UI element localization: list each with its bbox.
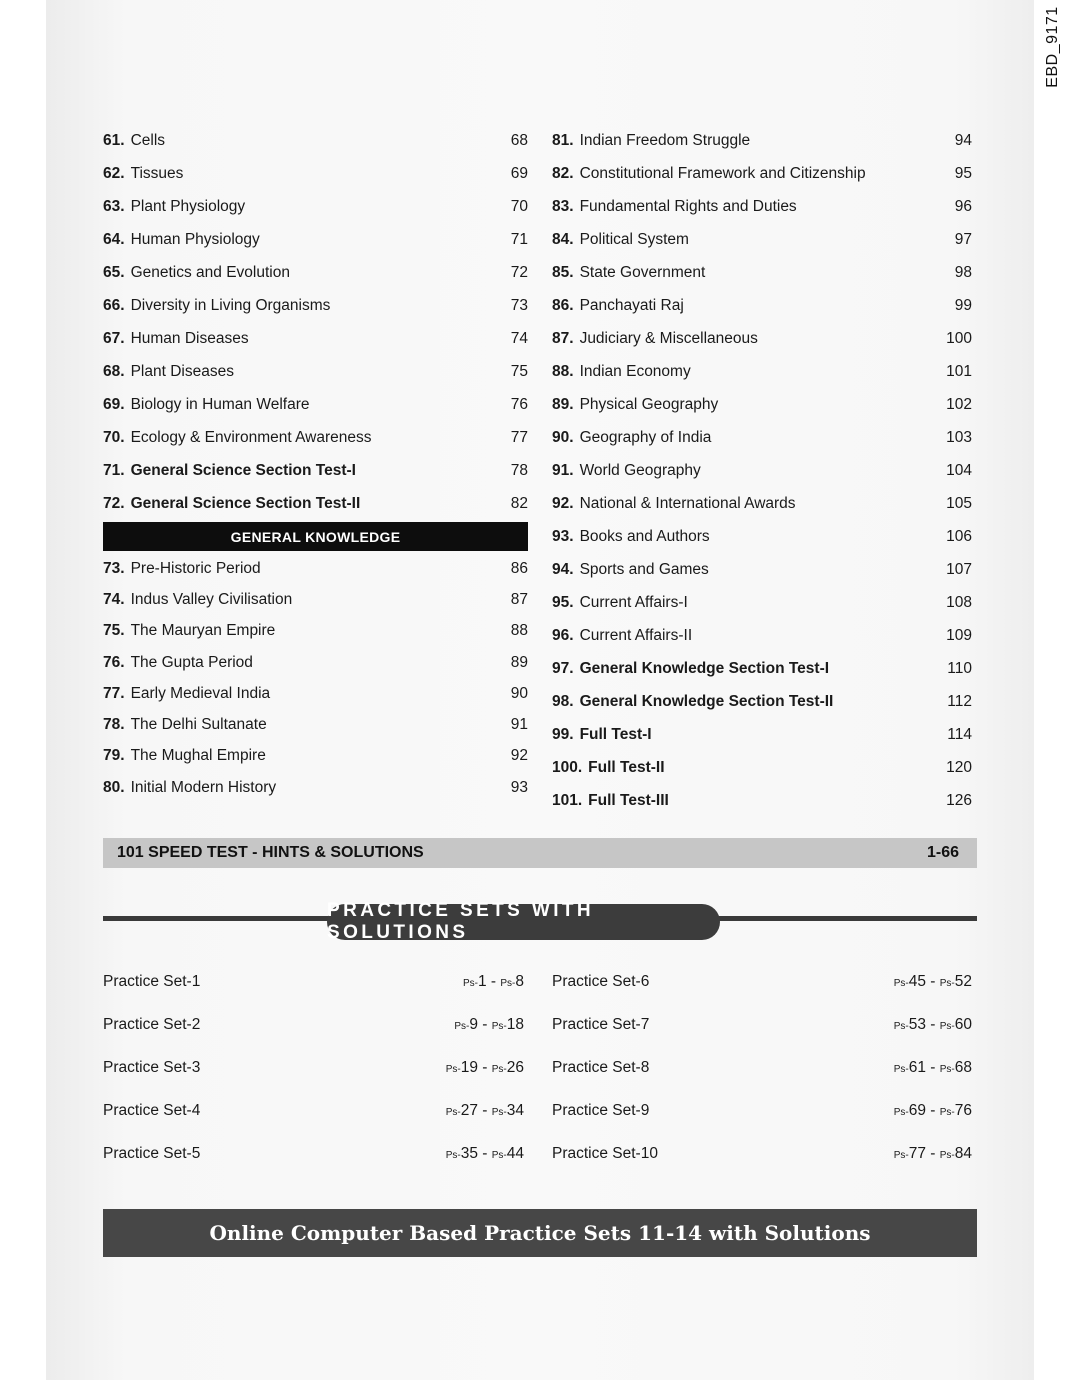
toc-entry-page: 110 [947, 659, 972, 677]
toc-entry-number: 101. [552, 791, 583, 809]
toc-entry-page: 103 [946, 428, 972, 446]
page-prefix: Ps- [491, 1020, 507, 1032]
toc-entry-title: Panchayati Raj [579, 296, 684, 314]
range-separator: - [477, 1144, 492, 1162]
page-prefix: Ps- [939, 1106, 955, 1118]
toc-entry[interactable] [552, 355, 972, 388]
page-prefix: Ps- [445, 1063, 461, 1075]
general-knowledge-header: GENERAL KNOWLEDGE [103, 522, 528, 551]
toc-entry-title: Full Test-I [579, 725, 652, 743]
toc-entry-number: 61. [103, 131, 125, 149]
page-prefix: Ps- [893, 1106, 909, 1118]
practice-set-page-range [894, 973, 972, 991]
toc-entry-number: 65. [103, 263, 125, 281]
toc-entry-page: 68 [510, 131, 528, 149]
toc-entry-number: 64. [103, 230, 125, 248]
toc-entry[interactable] [103, 772, 528, 803]
toc-entry-page: 92 [510, 747, 528, 765]
toc-entry-title: Political System [579, 230, 689, 248]
toc-entry-number: 98. [552, 692, 574, 710]
practice-set-name: Practice Set-4 [103, 1101, 201, 1119]
toc-entry-title: Ecology & Environment Awareness [130, 428, 372, 446]
toc-entry[interactable] [103, 157, 528, 190]
toc-entry-number: 62. [103, 164, 125, 182]
page-prefix: Ps- [500, 977, 516, 989]
page-start: 61 [908, 1058, 926, 1076]
practice-set-page-range [894, 1145, 972, 1163]
hints-solutions-bar[interactable] [103, 838, 977, 868]
toc-entry[interactable] [552, 322, 972, 355]
toc-entry-page: 71 [510, 230, 528, 248]
page-prefix: Ps- [939, 1063, 955, 1075]
range-separator: - [925, 1058, 940, 1076]
toc-entry-number: 100. [552, 758, 583, 776]
toc-entry-title: Cells [130, 131, 166, 149]
page-end: 26 [506, 1058, 524, 1076]
practice-right-list [552, 960, 972, 1175]
practice-set-name: Practice Set-5 [103, 1144, 201, 1162]
toc-entry-number: 92. [552, 494, 574, 512]
toc-entry-page: 101 [946, 362, 972, 380]
toc-entry-number: 68. [103, 362, 125, 380]
practice-set-name: Practice Set-2 [103, 1015, 201, 1033]
toc-entry-page: 91 [510, 716, 528, 734]
page-start: 77 [908, 1144, 926, 1162]
toc-entry-title: Full Test-II [588, 758, 665, 776]
toc-entry[interactable] [552, 718, 972, 751]
toc-entry-title: Indian Economy [579, 362, 691, 380]
page-start: 27 [460, 1101, 478, 1119]
toc-entry-number: 85. [552, 263, 574, 281]
range-separator: - [477, 1058, 492, 1076]
toc-right-column [552, 124, 972, 817]
page-end: 18 [506, 1015, 524, 1033]
page-end: 60 [954, 1015, 972, 1033]
toc-entry-title: General Science Section Test-I [130, 461, 356, 479]
range-separator: - [486, 972, 501, 990]
toc-entry-page: 88 [510, 622, 528, 640]
toc-entry-number: 88. [552, 362, 574, 380]
toc-entry-title: Judiciary & Miscellaneous [579, 329, 758, 347]
toc-entry-page: 108 [946, 593, 972, 611]
toc-left-column [103, 124, 528, 803]
toc-entry-page: 78 [510, 461, 528, 479]
toc-entry-number: 71. [103, 461, 125, 479]
toc-entry-number: 81. [552, 131, 574, 149]
toc-entry-number: 93. [552, 527, 574, 545]
page-prefix: Ps- [462, 977, 478, 989]
toc-entry-number: 84. [552, 230, 574, 248]
page-start: 35 [460, 1144, 478, 1162]
toc-entry-page: 102 [946, 395, 972, 413]
toc-entry-number: 95. [552, 593, 574, 611]
page-end: 84 [954, 1144, 972, 1162]
toc-entry-number: 96. [552, 626, 574, 644]
practice-set-entry[interactable] [103, 1089, 524, 1132]
toc-entry-page: 93 [510, 778, 528, 796]
toc-entry[interactable] [552, 751, 972, 784]
toc-left-list [103, 124, 528, 520]
practice-set-entry[interactable] [103, 1046, 524, 1089]
toc-entry[interactable] [103, 487, 528, 520]
toc-entry-title: Plant Physiology [130, 197, 246, 215]
toc-entry[interactable] [103, 709, 528, 740]
page-end: 68 [954, 1058, 972, 1076]
practice-set-name: Practice Set-9 [552, 1101, 650, 1119]
toc-entry-page: 100 [946, 329, 972, 347]
toc-entry-number: 94. [552, 560, 574, 578]
online-practice-banner[interactable]: Online Computer Based Practice Sets 11-14 with Solutions [103, 1209, 977, 1257]
practice-set-name: Practice Set-3 [103, 1058, 201, 1076]
page-end: 8 [515, 972, 524, 990]
toc-entry-title: Current Affairs-I [579, 593, 688, 611]
toc-entry-number: 67. [103, 329, 125, 347]
toc-entry-number: 82. [552, 164, 574, 182]
toc-entry-number: 63. [103, 197, 125, 215]
practice-set-entry[interactable] [103, 1132, 524, 1175]
toc-entry-number: 69. [103, 395, 125, 413]
toc-entry-title: Genetics and Evolution [130, 263, 290, 281]
toc-entry-title: Diversity in Living Organisms [130, 296, 331, 314]
page-prefix: Ps- [454, 1020, 470, 1032]
toc-entry-page: 72 [510, 263, 528, 281]
page-prefix: Ps- [893, 1020, 909, 1032]
toc-entry-page: 107 [946, 560, 972, 578]
toc-entry-title: General Science Section Test-II [130, 494, 361, 512]
document-code [1026, 5, 1080, 89]
practice-set-name: Practice Set-1 [103, 972, 201, 990]
toc-entry-number: 90. [552, 428, 574, 446]
toc-entry-title: The Mauryan Empire [130, 622, 276, 640]
toc-entry-page: 106 [946, 527, 972, 545]
range-separator: - [925, 1144, 940, 1162]
page-start: 9 [469, 1015, 478, 1033]
toc-entry-number: 80. [103, 778, 125, 796]
toc-entry-number: 66. [103, 296, 125, 314]
toc-entry-title: Indian Freedom Struggle [579, 131, 751, 149]
toc-entry[interactable] [552, 784, 972, 817]
practice-set-entry[interactable] [103, 1003, 524, 1046]
practice-set-page-range [446, 1145, 524, 1163]
toc-entry-number: 73. [103, 559, 125, 577]
toc-entry-number: 78. [103, 716, 125, 734]
toc-entry[interactable] [552, 586, 972, 619]
practice-set-name: Practice Set-6 [552, 972, 650, 990]
practice-set-entry[interactable] [103, 960, 524, 1003]
toc-entry-number: 70. [103, 428, 125, 446]
toc-entry-page: 86 [510, 559, 528, 577]
practice-sets-header: PRACTICE SETS WITH SOLUTIONS [327, 904, 720, 940]
toc-entry[interactable] [103, 584, 528, 615]
page-prefix: Ps- [939, 1020, 955, 1032]
practice-set-page-range [894, 1102, 972, 1120]
toc-left-gk-list [103, 553, 528, 803]
page-end: 44 [506, 1144, 524, 1162]
toc-entry-title: The Delhi Sultanate [130, 716, 267, 734]
toc-entry-page: 97 [954, 230, 972, 248]
toc-entry-page: 74 [510, 329, 528, 347]
toc-entry-number: 76. [103, 653, 125, 671]
toc-entry[interactable] [552, 553, 972, 586]
document-code-text: EBD_9171 [1044, 6, 1061, 88]
toc-entry-number: 79. [103, 747, 125, 765]
toc-entry-title: Physical Geography [579, 395, 719, 413]
toc-entry-number: 91. [552, 461, 574, 479]
toc-entry-title: General Knowledge Section Test-II [579, 692, 834, 710]
toc-entry[interactable] [103, 388, 528, 421]
toc-entry-title: General Knowledge Section Test-I [579, 659, 830, 677]
toc-entry-number: 97. [552, 659, 574, 677]
toc-entry[interactable] [103, 553, 528, 584]
toc-entry[interactable] [552, 388, 972, 421]
range-separator: - [925, 1015, 940, 1033]
toc-entry-number: 87. [552, 329, 574, 347]
toc-entry-number: 75. [103, 622, 125, 640]
practice-set-page-range [463, 973, 524, 991]
toc-entry-title: Geography of India [579, 428, 712, 446]
toc-entry-number: 89. [552, 395, 574, 413]
practice-set-page-range [894, 1016, 972, 1034]
toc-entry-page: 95 [954, 164, 972, 182]
toc-entry-title: State Government [579, 263, 706, 281]
toc-entry-page: 94 [954, 131, 972, 149]
toc-entry[interactable] [552, 454, 972, 487]
toc-entry-page: 87 [510, 590, 528, 608]
toc-entry-page: 98 [954, 263, 972, 281]
toc-entry-page: 96 [954, 197, 972, 215]
toc-entry-page: 82 [510, 494, 528, 512]
practice-set-entry[interactable] [552, 1003, 972, 1046]
toc-entry-title: Pre-Historic Period [130, 559, 261, 577]
page-prefix: Ps- [491, 1063, 507, 1075]
toc-entry-page: 126 [946, 791, 972, 809]
toc-entry-page: 105 [946, 494, 972, 512]
toc-entry-page: 104 [946, 461, 972, 479]
toc-entry[interactable] [103, 678, 528, 709]
toc-entry-page: 120 [946, 758, 972, 776]
toc-entry-title: Early Medieval India [130, 684, 271, 702]
toc-entry-title: Human Physiology [130, 230, 260, 248]
hints-page: 1-66 [926, 844, 959, 861]
toc-entry-page: 75 [510, 362, 528, 380]
toc-entry[interactable] [103, 256, 528, 289]
practice-set-entry[interactable] [552, 960, 972, 1003]
page-prefix: Ps- [939, 1149, 955, 1161]
practice-left-list [103, 960, 524, 1175]
toc-entry[interactable] [103, 289, 528, 322]
practice-set-entry[interactable] [552, 1132, 972, 1175]
page-prefix: Ps- [939, 977, 955, 989]
toc-entry-page: 70 [510, 197, 528, 215]
toc-entry-title: Full Test-III [588, 791, 669, 809]
toc-entry-page: 114 [947, 725, 972, 743]
toc-entry-number: 83. [552, 197, 574, 215]
toc-entry[interactable] [552, 223, 972, 256]
toc-entry-number: 77. [103, 684, 125, 702]
page-start: 19 [460, 1058, 478, 1076]
toc-entry-title: Plant Diseases [130, 362, 234, 380]
practice-set-name: Practice Set-7 [552, 1015, 650, 1033]
toc-entry-number: 74. [103, 590, 125, 608]
toc-entry-page: 77 [510, 428, 528, 446]
toc-entry-title: Initial Modern History [130, 778, 277, 796]
toc-entry-page: 109 [946, 626, 972, 644]
toc-entry[interactable] [552, 157, 972, 190]
page-prefix: Ps- [445, 1106, 461, 1118]
toc-entry[interactable] [103, 454, 528, 487]
toc-entry-title: Sports and Games [579, 560, 709, 578]
page-end: 34 [506, 1101, 524, 1119]
toc-entry[interactable] [103, 741, 528, 772]
hints-title: 101 SPEED TEST - HINTS & SOLUTIONS [117, 844, 424, 861]
page-prefix: Ps- [893, 1149, 909, 1161]
toc-entry-page: 89 [510, 653, 528, 671]
toc-entry-page: 99 [954, 296, 972, 314]
toc-entry[interactable] [103, 421, 528, 454]
toc-entry-number: 86. [552, 296, 574, 314]
toc-entry-page: 73 [510, 296, 528, 314]
toc-entry[interactable] [552, 685, 972, 718]
toc-entry[interactable] [103, 322, 528, 355]
toc-entry-title: Human Diseases [130, 329, 249, 347]
page-start: 1 [477, 972, 487, 990]
practice-set-entry[interactable] [552, 1089, 972, 1132]
practice-set-page-range [454, 1016, 524, 1034]
toc-entry-title: Current Affairs-II [579, 626, 693, 644]
toc-entry[interactable] [552, 619, 972, 652]
toc-entry-title: Indus Valley Civilisation [130, 590, 293, 608]
page-prefix: Ps- [893, 1063, 909, 1075]
page-end: 52 [954, 972, 972, 990]
page-start: 69 [908, 1101, 926, 1119]
toc-entry[interactable] [103, 616, 528, 647]
toc-entry[interactable] [552, 421, 972, 454]
practice-set-name: Practice Set-8 [552, 1058, 650, 1076]
toc-entry-page: 90 [510, 684, 528, 702]
toc-entry[interactable] [103, 355, 528, 388]
toc-entry[interactable] [103, 223, 528, 256]
toc-entry-number: 72. [103, 494, 125, 512]
practice-set-page-range [446, 1102, 524, 1120]
page-prefix: Ps- [445, 1149, 461, 1161]
toc-entry-title: Constitutional Framework and Citizenship [579, 164, 866, 182]
toc-entry[interactable] [552, 124, 972, 157]
range-separator: - [925, 1101, 940, 1119]
range-separator: - [925, 972, 940, 990]
toc-entry[interactable] [552, 256, 972, 289]
toc-entry-page: 76 [510, 395, 528, 413]
page-prefix: Ps- [491, 1149, 507, 1161]
toc-entry[interactable] [103, 190, 528, 223]
toc-entry-page: 69 [510, 164, 528, 182]
practice-set-entry[interactable] [552, 1046, 972, 1089]
toc-entry[interactable] [552, 487, 972, 520]
range-separator: - [477, 1015, 492, 1033]
toc-entry[interactable] [103, 647, 528, 678]
toc-entry-title: Fundamental Rights and Duties [579, 197, 797, 215]
range-separator: - [477, 1101, 492, 1119]
page-end: 76 [954, 1101, 972, 1119]
practice-set-page-range [446, 1059, 524, 1077]
page-prefix: Ps- [491, 1106, 507, 1118]
toc-entry-title: Biology in Human Welfare [130, 395, 310, 413]
toc-entry-title: World Geography [579, 461, 701, 479]
toc-entry-title: Books and Authors [579, 527, 710, 545]
toc-entry-title: The Gupta Period [130, 653, 253, 671]
toc-entry-title: Tissues [130, 164, 184, 182]
page-prefix: Ps- [893, 977, 909, 989]
page-start: 53 [908, 1015, 926, 1033]
toc-entry[interactable] [103, 124, 528, 157]
toc-entry[interactable] [552, 190, 972, 223]
toc-entry[interactable] [552, 520, 972, 553]
toc-entry-title: The Mughal Empire [130, 747, 266, 765]
toc-entry-title: National & International Awards [579, 494, 796, 512]
page-start: 45 [908, 972, 926, 990]
toc-entry[interactable] [552, 652, 972, 685]
practice-set-name: Practice Set-10 [552, 1144, 658, 1162]
toc-entry-number: 99. [552, 725, 574, 743]
toc-entry-page: 112 [947, 692, 972, 710]
toc-entry[interactable] [552, 289, 972, 322]
practice-set-page-range [894, 1059, 972, 1077]
toc-right-list [552, 124, 972, 817]
